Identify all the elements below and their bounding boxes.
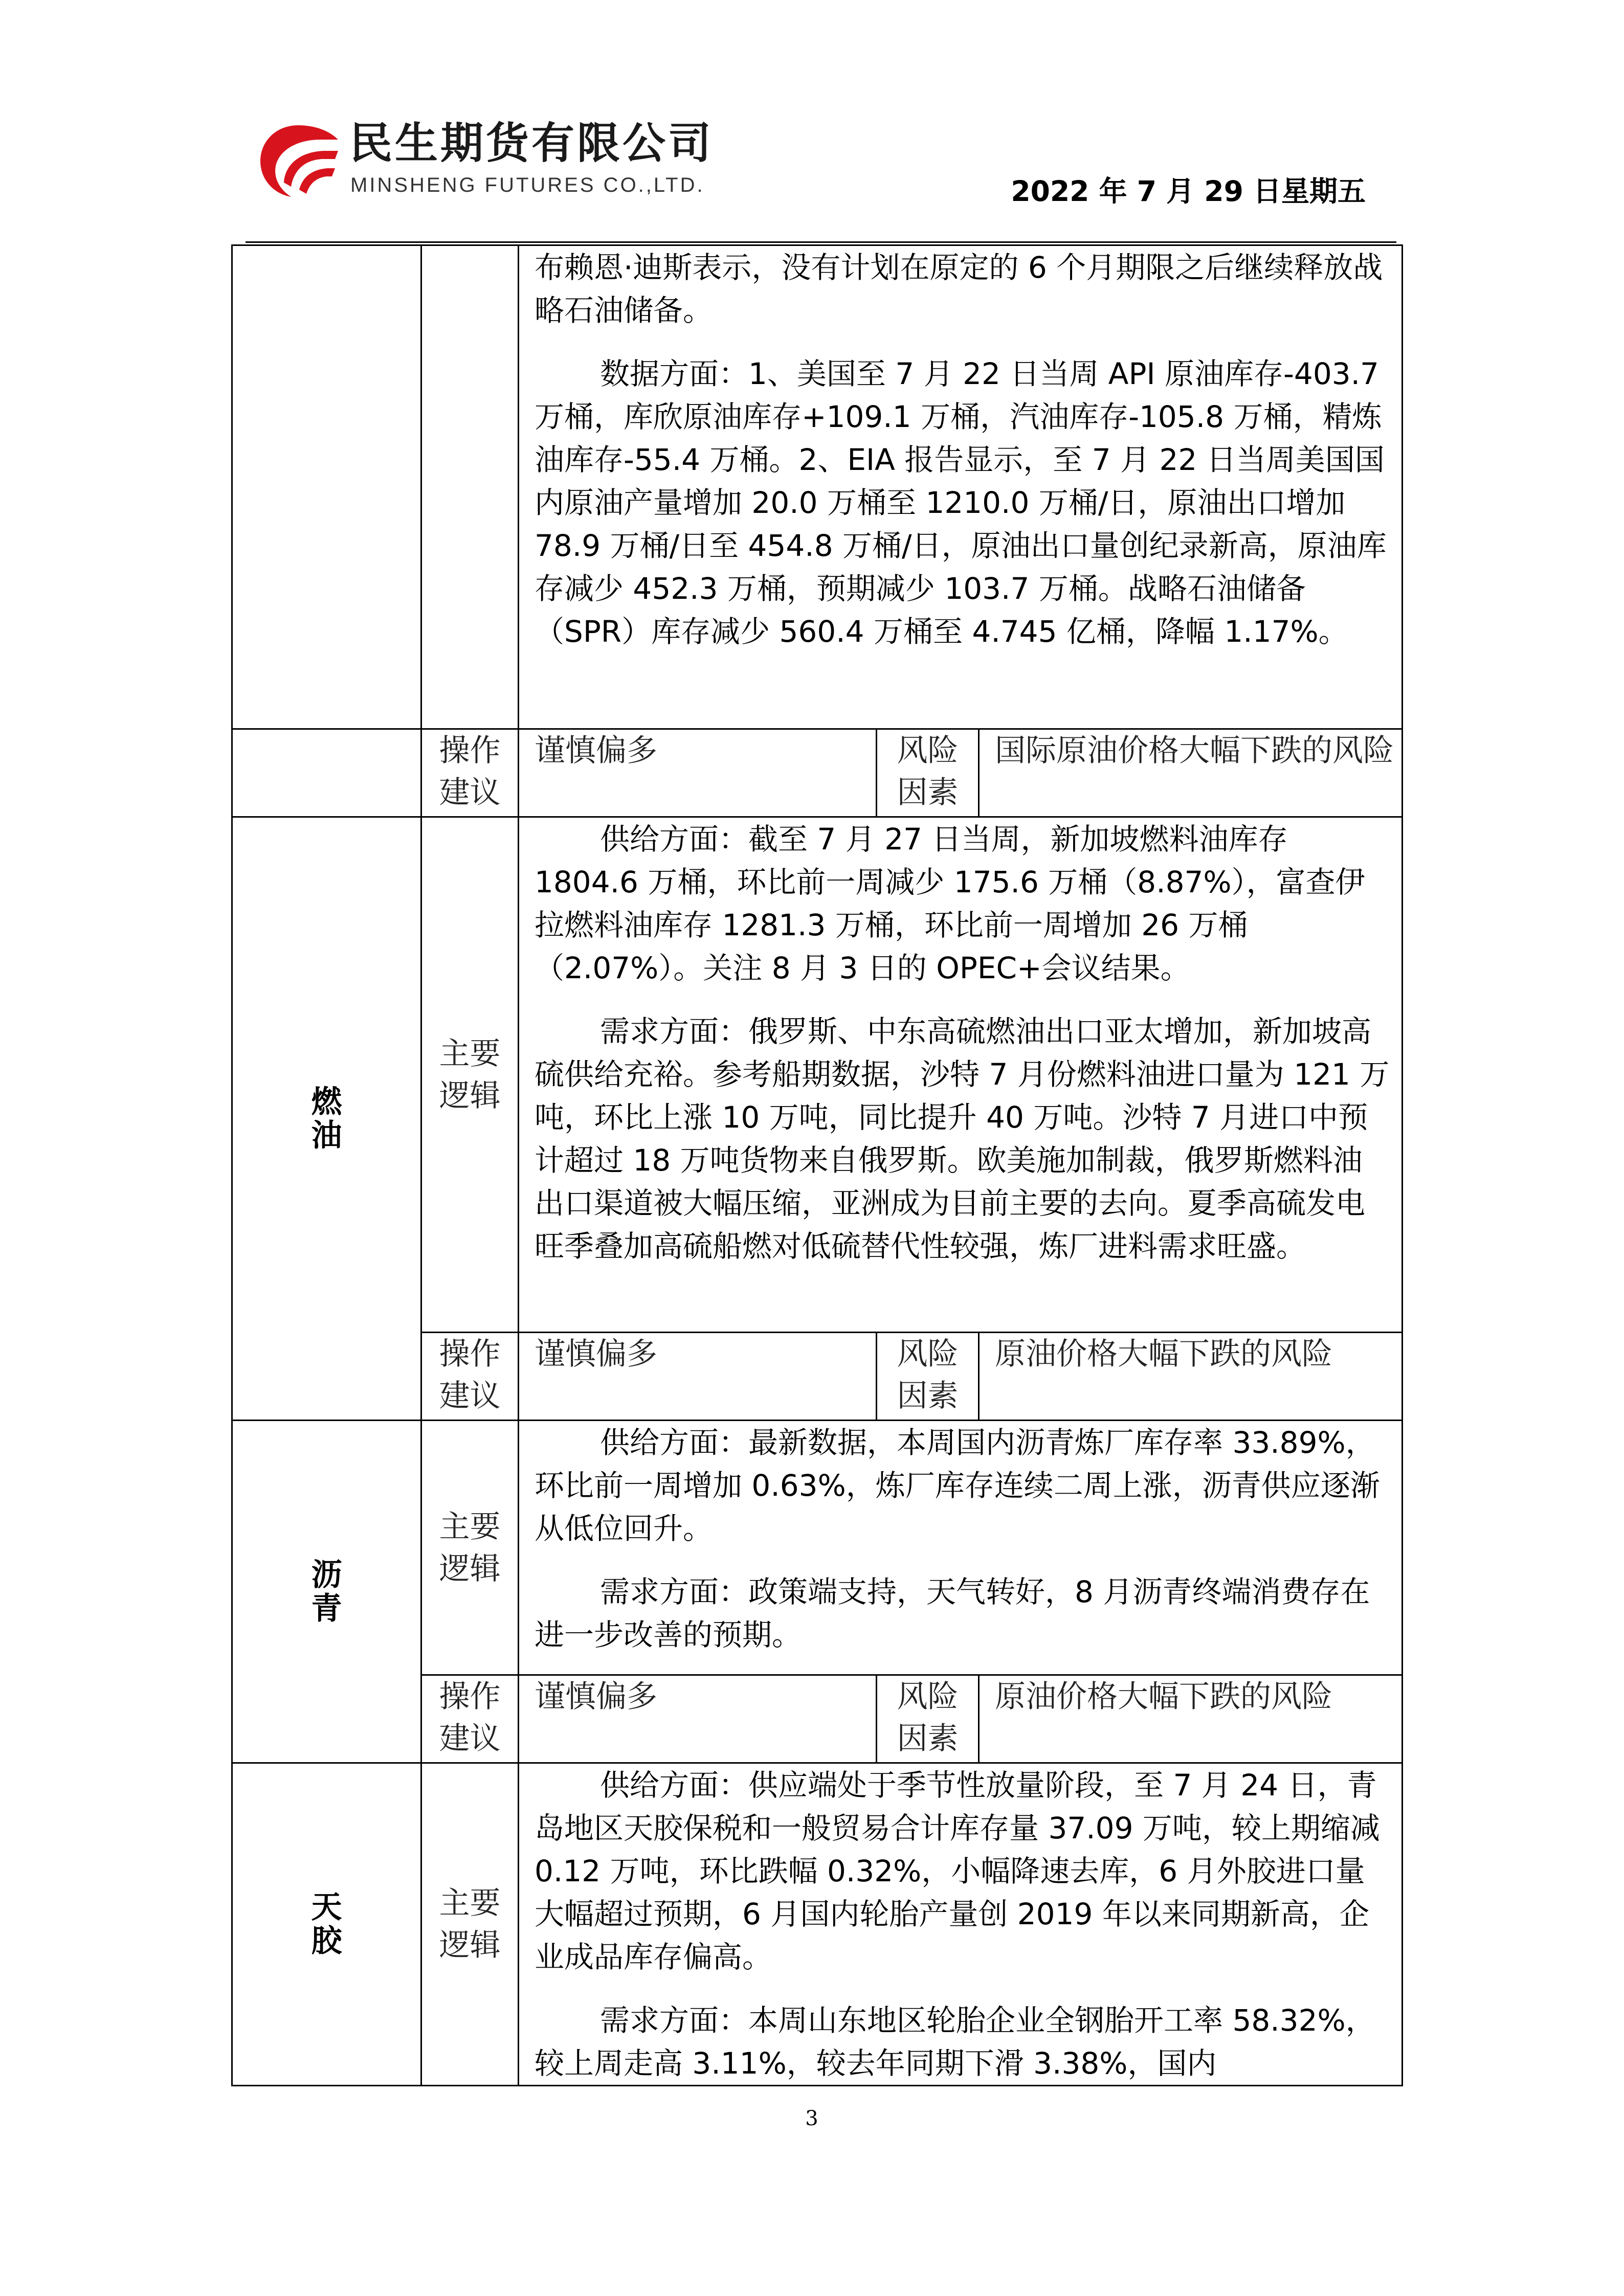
asphalt-logic-cell [519,1421,1403,1675]
rubber-demand-text: 需求方面：本周山东地区轮胎企业全钢胎开工率 58.32%，较上周走高 3.11%，较去年同期下滑 3.38%，国内 [535,2003,1375,2081]
company-name-cn: 民生期货有限公司 [349,118,714,168]
table-row [232,817,1403,1333]
operation-label: 操作建议 [421,729,519,817]
crude-logic-cell [519,245,1403,729]
logic-label: 主要逻辑 [421,1421,519,1675]
risk-label: 风险因素 [877,729,979,817]
strategy-table [231,244,1403,2086]
fuel-demand-text: 需求方面：俄罗斯、中东高硫燃油出口亚太增加，新加坡高硫供给充裕。参考船期数据，沙特 7 月份燃料油进口量为 121 万吨，环比上涨 10 万吨，同比提升 40 万吨。沙特 7 月进口中预计超过 18 万吨货物来自俄罗斯。欧美施加制裁，俄罗斯燃料油出口渠道被大幅压缩，亚洲成为目前主要的去向。夏季高硫发电旺季叠加高硫船燃对低硫替代性较强，炼厂进料需求旺盛。 [535,1014,1390,1264]
logic-label: 主要逻辑 [421,1763,519,2086]
table-row [232,1763,1403,2086]
operation-value: 谨慎偏多 [519,1675,877,1763]
report-date: 2022 年 7 月 29 日星期五 [1011,175,1366,208]
table-row [232,729,1403,817]
table-row [232,1421,1403,1675]
fuel-logic-cell [519,817,1403,1333]
category-cell [232,729,421,817]
operation-label: 操作建议 [421,1333,519,1421]
category-rubber: 天胶 [232,1763,421,2086]
risk-value: 原油价格大幅下跌的风险 [979,1333,1403,1421]
company-name-en: MINSHENG FUTURES CO.,LTD. [350,174,705,196]
category-cell [232,245,421,729]
risk-label: 风险因素 [877,1333,979,1421]
risk-value: 原油价格大幅下跌的风险 [979,1675,1403,1763]
logic-label: 主要逻辑 [421,817,519,1333]
header-divider [246,241,1396,243]
category-asphalt: 沥青 [232,1421,421,1763]
operation-value: 谨慎偏多 [519,729,877,817]
rubber-supply-text: 供给方面：供应端处于季节性放量阶段，至 7 月 24 日，青岛地区天胶保税和一般贸易合计库存量 37.09 万吨，较上期缩减 0.12 万吨，环比跌幅 0.32%，小幅降速去库，6 月外胶进口量大幅超过预期，6 月国内轮胎产量创 2019 年以来同期新高，企业成品库存偏高。 [535,1768,1380,1974]
operation-value: 谨慎偏多 [519,1333,877,1421]
category-fuel-oil: 燃油 [232,817,421,1421]
asphalt-demand-text: 需求方面：政策端支持，天气转好，8 月沥青终端消费存在进一步改善的预期。 [535,1574,1370,1652]
fuel-supply-text: 供给方面：截至 7 月 27 日当周，新加坡燃料油库存 1804.6 万桶，环比前一周减少 175.6 万桶（8.87%），富查伊拉燃料油库存 1281.3 万桶，环比前一周增加 26 万桶（2.07%）。关注 8 月 3 日的 OPEC+会议结果。 [535,822,1365,985]
crude-data-text: 数据方面：1、美国至 7 月 22 日当周 API 原油库存-403.7 万桶，库欣原油库存+109.1 万桶，汽油库存-105.8 万桶，精炼油库存-55.4 万桶。2、EIA 报告显示，至 7 月 22 日当周美国国内原油产量增加 20.0 万桶至 1210.0 万桶/日，原油出口增加 78.9 万桶/日至 454.8 万桶/日，原油出口量创纪录新高，原油库存减少 452.3 万桶，预期减少 103.7 万桶。战略石油储备（SPR）库存减少 560.4 万桶至 4.745 亿桶，降幅 1.17%。 [535,356,1387,649]
crude-policy-text: 布赖恩·迪斯表示，没有计划在原定的 6 个月期限之后继续释放战略石油储备。 [535,250,1383,328]
asphalt-supply-text: 供给方面：最新数据，本周国内沥青炼厂库存率 33.89%，环比前一周增加 0.63%，炼厂库存连续二周上涨，沥青供应逐渐从低位回升。 [535,1425,1380,1546]
table-row [232,245,1403,729]
minsheng-logo-icon [258,122,340,199]
risk-value: 国际原油价格大幅下跌的风险 [979,729,1403,817]
label-cell [421,245,519,729]
company-logo [258,115,780,205]
rubber-logic-cell [519,1763,1403,2086]
page-number: 3 [805,2107,818,2130]
risk-label: 风险因素 [877,1675,979,1763]
operation-label: 操作建议 [421,1675,519,1763]
